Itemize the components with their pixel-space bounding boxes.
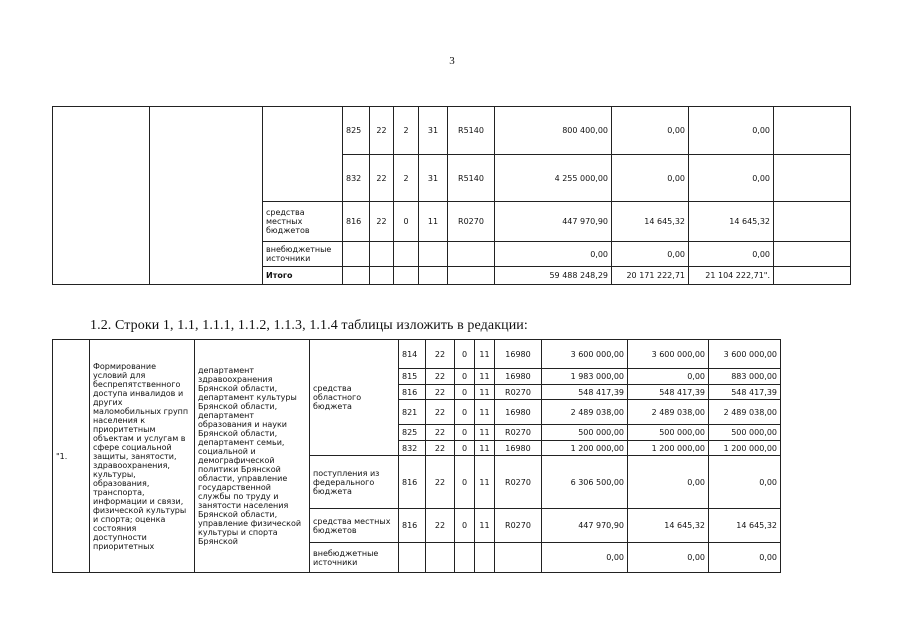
funding-source-cell: средства областного бюджета: [310, 340, 399, 456]
table-cell: 0: [455, 400, 475, 425]
activity-name: Формирование условий для беспрепятственного доступа инвалидов и других маломобильных групп населения к приоритетным объектам и услугам в сфере социальной защиты, занятости, здравоохранения, культуры, образования, транспорта, информации и связи, физической культуры и спорта; оценка состояния доступности приоритетных: [90, 340, 195, 573]
table-cell: 0: [455, 441, 475, 456]
table-cell: 816: [343, 202, 370, 242]
table-cell: R0270: [495, 509, 542, 543]
amount-cell: 6 306 500,00: [542, 456, 628, 509]
amount-cell: 3 600 000,00: [709, 340, 781, 369]
table-cell: 0: [455, 425, 475, 441]
total-amount: 20 171 222,71: [612, 267, 689, 285]
table-cell: 821: [399, 400, 426, 425]
table-cell: [370, 267, 394, 285]
table-cell: 825: [343, 107, 370, 155]
amount-cell: 1 200 000,00: [542, 441, 628, 456]
executors: департамент здравоохранения Брянской области, департамент культуры Брянской области, департамент образования и науки Брянской области, департамент семьи, социальной и демографической политики Брянской области, управление государственной службы по труду и занятости населения Брянской области, управление физической культуры и спорта Брянской: [195, 340, 310, 573]
table-cell: 11: [475, 441, 495, 456]
table-cell: [475, 543, 495, 573]
table-cell: [343, 242, 370, 267]
table-cell: 22: [370, 202, 394, 242]
amount-cell: 0,00: [689, 242, 774, 267]
amount-cell: 0,00: [612, 155, 689, 202]
table-cell: 2: [394, 107, 419, 155]
amount-cell: 1 200 000,00: [628, 441, 709, 456]
table-cell: 0: [394, 202, 419, 242]
amount-cell: 548 417,39: [709, 385, 781, 400]
amount-cell: 0,00: [612, 107, 689, 155]
amount-cell: 548 417,39: [542, 385, 628, 400]
row-number: "1.: [53, 340, 90, 573]
amount-cell: 1 983 000,00: [542, 369, 628, 385]
table-cell: [419, 242, 448, 267]
amount-cell: 0,00: [542, 543, 628, 573]
amount-cell: 0,00: [709, 456, 781, 509]
table-cell: 22: [426, 425, 455, 441]
funding-source-cell: средства местных бюджетов: [310, 509, 399, 543]
merged-cell: [150, 107, 263, 285]
amount-cell: 4 255 000,00: [495, 155, 612, 202]
table-cell: 0: [455, 456, 475, 509]
table-cell: 31: [419, 155, 448, 202]
table-cell: R0270: [495, 385, 542, 400]
amount-cell: 0,00: [628, 369, 709, 385]
program-activity-table: [52, 339, 781, 573]
table-cell: [399, 543, 426, 573]
table-cell: 22: [426, 385, 455, 400]
table-cell: 0: [455, 385, 475, 400]
table-cell: 816: [399, 385, 426, 400]
table-cell: 22: [426, 509, 455, 543]
amount-cell: 0,00: [495, 242, 612, 267]
amendment-heading: 1.2. Строки 1, 1.1, 1.1.1, 1.1.2, 1.1.3, 1.1.4 таблицы изложить в редакции:: [90, 318, 528, 333]
amount-cell: 800 400,00: [495, 107, 612, 155]
table-cell: 31: [419, 107, 448, 155]
table-cell: 22: [370, 155, 394, 202]
table-cell: 815: [399, 369, 426, 385]
table-cell: R5140: [448, 155, 495, 202]
total-label: Итого: [263, 267, 343, 285]
table-cell: [370, 242, 394, 267]
table-cell: R0270: [495, 456, 542, 509]
amount-cell: 0,00: [628, 456, 709, 509]
table-cell: 11: [475, 425, 495, 441]
table-cell: 22: [426, 340, 455, 369]
total-amount: 21 104 222,71".: [689, 267, 774, 285]
table-cell: 11: [475, 340, 495, 369]
amount-cell: 14 645,32: [612, 202, 689, 242]
amount-cell: 500 000,00: [628, 425, 709, 441]
table-cell: 11: [475, 385, 495, 400]
table-cell: R5140: [448, 107, 495, 155]
table-cell: 0: [455, 340, 475, 369]
budget-table-continued: [52, 106, 851, 285]
funding-source-cell: поступления из федерального бюджета: [310, 456, 399, 509]
table-row: [53, 107, 851, 155]
amount-cell: 0,00: [612, 242, 689, 267]
table-cell: 11: [475, 400, 495, 425]
amount-cell: 447 970,90: [495, 202, 612, 242]
funding-source-cell: средства местных бюджетов: [263, 202, 343, 242]
table-cell: 22: [426, 441, 455, 456]
table-cell: 814: [399, 340, 426, 369]
table-cell: [394, 242, 419, 267]
table-cell: [774, 155, 851, 202]
table-cell: 16980: [495, 441, 542, 456]
amount-cell: 500 000,00: [709, 425, 781, 441]
amount-cell: 14 645,32: [709, 509, 781, 543]
table-cell: [448, 242, 495, 267]
table-cell: 11: [475, 456, 495, 509]
page-number: 3: [449, 55, 455, 67]
table-cell: [774, 267, 851, 285]
amount-cell: 548 417,39: [628, 385, 709, 400]
table-cell: 816: [399, 509, 426, 543]
amount-cell: 0,00: [689, 155, 774, 202]
table-cell: 825: [399, 425, 426, 441]
table-cell: [394, 267, 419, 285]
table-cell: 16980: [495, 369, 542, 385]
table-cell: 832: [399, 441, 426, 456]
table-cell: [495, 543, 542, 573]
funding-source-cell: внебюджетные источники: [263, 242, 343, 267]
table-cell: R0270: [448, 202, 495, 242]
amount-cell: 883 000,00: [709, 369, 781, 385]
amount-cell: 0,00: [628, 543, 709, 573]
table-cell: [774, 202, 851, 242]
table-cell: 11: [419, 202, 448, 242]
amount-cell: 0,00: [689, 107, 774, 155]
table-cell: [448, 267, 495, 285]
table-cell: 816: [399, 456, 426, 509]
amount-cell: 2 489 038,00: [542, 400, 628, 425]
table-row: [53, 340, 781, 369]
table-cell: 11: [475, 369, 495, 385]
amount-cell: 14 645,32: [689, 202, 774, 242]
table-cell: 2: [394, 155, 419, 202]
table-cell: [455, 543, 475, 573]
total-amount: 59 488 248,29: [495, 267, 612, 285]
table-cell: [774, 107, 851, 155]
table-cell: 22: [426, 369, 455, 385]
amount-cell: 3 600 000,00: [542, 340, 628, 369]
table-cell: 22: [426, 456, 455, 509]
amount-cell: 447 970,90: [542, 509, 628, 543]
amount-cell: 500 000,00: [542, 425, 628, 441]
table-cell: 16980: [495, 400, 542, 425]
table-cell: 0: [455, 369, 475, 385]
table-cell: 22: [426, 400, 455, 425]
table-cell: [343, 267, 370, 285]
amount-cell: 14 645,32: [628, 509, 709, 543]
table-cell: 0: [455, 509, 475, 543]
table-cell: 16980: [495, 340, 542, 369]
table-cell: 832: [343, 155, 370, 202]
table-cell: R0270: [495, 425, 542, 441]
amount-cell: 2 489 038,00: [709, 400, 781, 425]
table-cell: 11: [475, 509, 495, 543]
table-cell: 22: [370, 107, 394, 155]
funding-source-cell: [263, 107, 343, 202]
amount-cell: 2 489 038,00: [628, 400, 709, 425]
amount-cell: 3 600 000,00: [628, 340, 709, 369]
table-cell: [419, 267, 448, 285]
table-cell: [426, 543, 455, 573]
merged-cell: [53, 107, 150, 285]
funding-source-cell: внебюджетные источники: [310, 543, 399, 573]
table-cell: [774, 242, 851, 267]
amount-cell: 0,00: [709, 543, 781, 573]
amount-cell: 1 200 000,00: [709, 441, 781, 456]
